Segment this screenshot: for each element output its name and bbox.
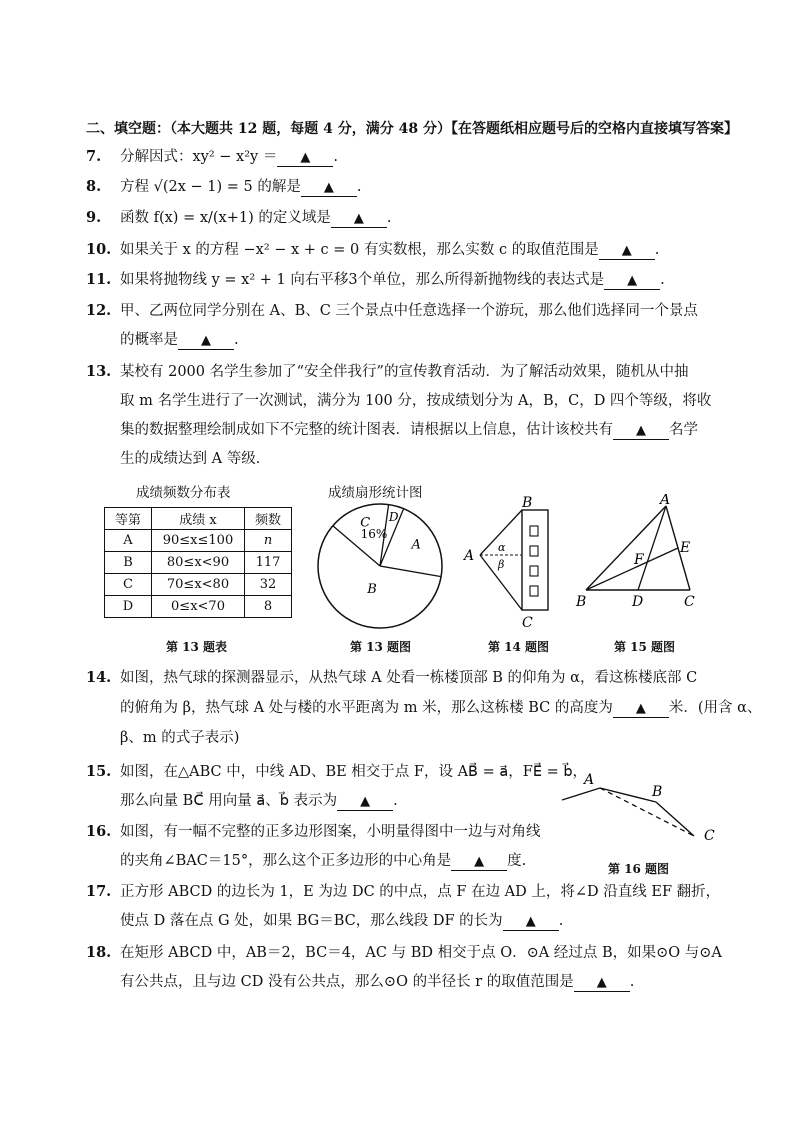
table-row	[105, 552, 292, 574]
building-window	[530, 526, 538, 536]
label-e: E	[680, 540, 691, 556]
table-cell: 90≤x≤100	[152, 530, 245, 552]
question-15: 15. 如图，在△ABC 中，中线 AD、BE 相交于点 F，设 AB⃗ = a⃗，FE⃗ = b⃗，	[86, 763, 588, 780]
table-row	[105, 596, 292, 618]
pie-label-a: A	[411, 537, 421, 553]
answer-blank: ▲	[178, 333, 234, 350]
label-b: B	[576, 594, 587, 610]
table-cell: 32	[245, 574, 292, 596]
pie-label-c-percent: 16%	[360, 527, 388, 542]
question-17: 17. 正方形 ABCD 的边长为 1，E 为边 DC 的中点，点 F 在边 AD 上，将∠D 沿直线 EF 翻折，	[86, 883, 721, 900]
question-10: 10. 如果关于 x 的方程 −x² − x + c = 0 有实数根，那么实数 c 的取值范围是 ▲ .	[86, 241, 660, 258]
label-f: F	[634, 552, 644, 568]
question-16: 16. 如图，有一幅不完整的正多边形图案，小明量得图中一边与对角线	[86, 823, 541, 840]
table-cell: B	[105, 552, 152, 574]
table-cell: 80≤x<90	[152, 552, 245, 574]
pie-chart	[310, 496, 450, 636]
label-beta: β	[498, 558, 505, 571]
answer-blank: ▲	[301, 180, 357, 197]
table-row	[105, 574, 292, 596]
side-ab	[586, 506, 666, 590]
table13-caption: 第 13 题表	[166, 640, 228, 654]
question-18-line2: 有公共点，且与边 CD 没有公共点，那么⊙O 的半径长 r 的取值范围是 ▲ .	[120, 974, 635, 990]
answer-blank: ▲	[451, 854, 507, 871]
figure-15	[574, 494, 704, 612]
section-header: 二、填空题：（本大题共 12 题，每题 4 分，满分 48 分）【在答题纸相应题号后的空格内直接填写答案】	[86, 121, 738, 137]
table-header-cell: 成绩 x	[152, 508, 245, 530]
building-window	[530, 546, 538, 556]
question-8: 8. 方程 √(2x − 1) = 5 的解是 ▲ .	[86, 178, 362, 195]
building-window	[530, 566, 538, 576]
question-9: 9. 函数 f(x) = x/(x+1) 的定义域是 ▲ .	[86, 209, 392, 226]
question-11: 11. 如果将抛物线 y = x² + 1 向右平移3个单位，那么所得新抛物线的表达式是 ▲ .	[86, 271, 665, 288]
answer-blank: ▲	[331, 211, 387, 228]
question-13-line3: 集的数据整理绘制成如下不完整的统计图表．请根据以上信息，估计该校共有 ▲ 名学	[120, 422, 698, 438]
label-b: B	[522, 496, 533, 511]
question-13: 13. 某校有 2000 名学生参加了“安全伴我行”的宣传教育活动．为了解活动效果，随机从中抽	[86, 363, 689, 380]
figure-14	[458, 496, 558, 632]
question-13-line2: 取 m 名学生进行了一次测试，满分为 100 分，按成绩划分为 A，B，C，D 四个等级，将收	[120, 393, 712, 409]
table-cell: C	[105, 574, 152, 596]
pie-label-d: D	[388, 509, 399, 524]
label-c: C	[684, 594, 695, 610]
label-c: C	[522, 615, 533, 631]
answer-blank: ▲	[613, 701, 669, 718]
pie-title: 成绩扇形统计图	[328, 485, 423, 501]
figure-15-caption: 第 15 题图	[614, 640, 676, 654]
answer-blank: ▲	[277, 150, 333, 167]
question-12: 12. 甲、乙两位同学分别在 A、B、C 三个景点中任意选择一个游玩，那么他们选择同一个景点	[86, 302, 698, 319]
answer-blank: ▲	[503, 914, 559, 931]
label-alpha: α	[498, 541, 506, 554]
table-header-cell: 频数	[245, 508, 292, 530]
median-be	[586, 548, 678, 590]
table-cell: A	[105, 530, 152, 552]
answer-blank: ▲	[613, 423, 669, 440]
table13-title: 成绩频数分布表	[136, 485, 231, 501]
figure-14-caption: 第 14 题图	[488, 640, 550, 654]
pie-sector-line	[380, 566, 441, 577]
table-cell: 70≤x<80	[152, 574, 245, 596]
table-cell: n	[245, 530, 292, 552]
label-b: B	[652, 784, 663, 800]
table-header-cell: 等第	[105, 508, 152, 530]
answer-blank: ▲	[599, 243, 655, 260]
label-d: D	[632, 594, 644, 610]
question-12-line2: 的概率是 ▲ .	[120, 332, 239, 348]
question-14-line2: 的俯角为 β，热气球 A 处与楼的水平距离为 m 米，那么这栋楼 BC 的高度为 ▲ 米．(用含 α、	[120, 700, 762, 716]
question-13-line4: 生的成绩达到 A 等级．	[120, 451, 271, 467]
table-cell: 8	[245, 596, 292, 618]
question-18: 18. 在矩形 ABCD 中，AB＝2，BC＝4，AC 与 BD 相交于点 O．⊙A 经过点 B，如果⊙O 与⊙A	[86, 944, 722, 961]
answer-blank: ▲	[337, 794, 393, 811]
building	[522, 510, 548, 610]
polygon-edge-ab	[600, 788, 656, 802]
question-7: 7. 分解因式：xy² − x²y ＝ ▲ .	[86, 148, 338, 165]
pie-label-c: C	[360, 515, 371, 531]
table-header-row	[105, 508, 292, 530]
polygon-edge	[562, 788, 600, 800]
table-cell: 0≤x<70	[152, 596, 245, 618]
label-a: A	[660, 494, 671, 508]
figure-16-caption: 第 16 题图	[608, 862, 670, 876]
frequency-table	[104, 507, 292, 618]
pie-label-b: B	[367, 582, 377, 598]
table-row	[105, 530, 292, 552]
question-17-line2: 使点 D 落在点 G 处，如果 BG＝BC，那么线段 DF 的长为 ▲ .	[120, 913, 564, 929]
median-ad	[638, 506, 666, 590]
pie-caption: 第 13 题图	[350, 640, 412, 654]
answer-blank: ▲	[604, 273, 660, 290]
question-15-line2: 那么向量 BC⃗ 用向量 a⃗、b⃗ 表示为 ▲ .	[120, 793, 398, 809]
label-a: A	[464, 548, 475, 564]
question-14-line3: β、m 的式子表示)	[120, 730, 240, 746]
answer-blank: ▲	[574, 975, 630, 992]
label-a: A	[584, 772, 595, 788]
question-14: 14. 如图，热气球的探测器显示，从热气球 A 处看一栋楼顶部 B 的仰角为 α，看这栋楼底部 C	[86, 669, 698, 686]
building-window	[530, 586, 538, 596]
table-cell: D	[105, 596, 152, 618]
label-c: C	[704, 828, 715, 844]
question-16-line2: 的夹角∠BAC＝15°，那么这个正多边形的中心角是 ▲ 度.	[120, 853, 527, 869]
table-cell: 117	[245, 552, 292, 574]
